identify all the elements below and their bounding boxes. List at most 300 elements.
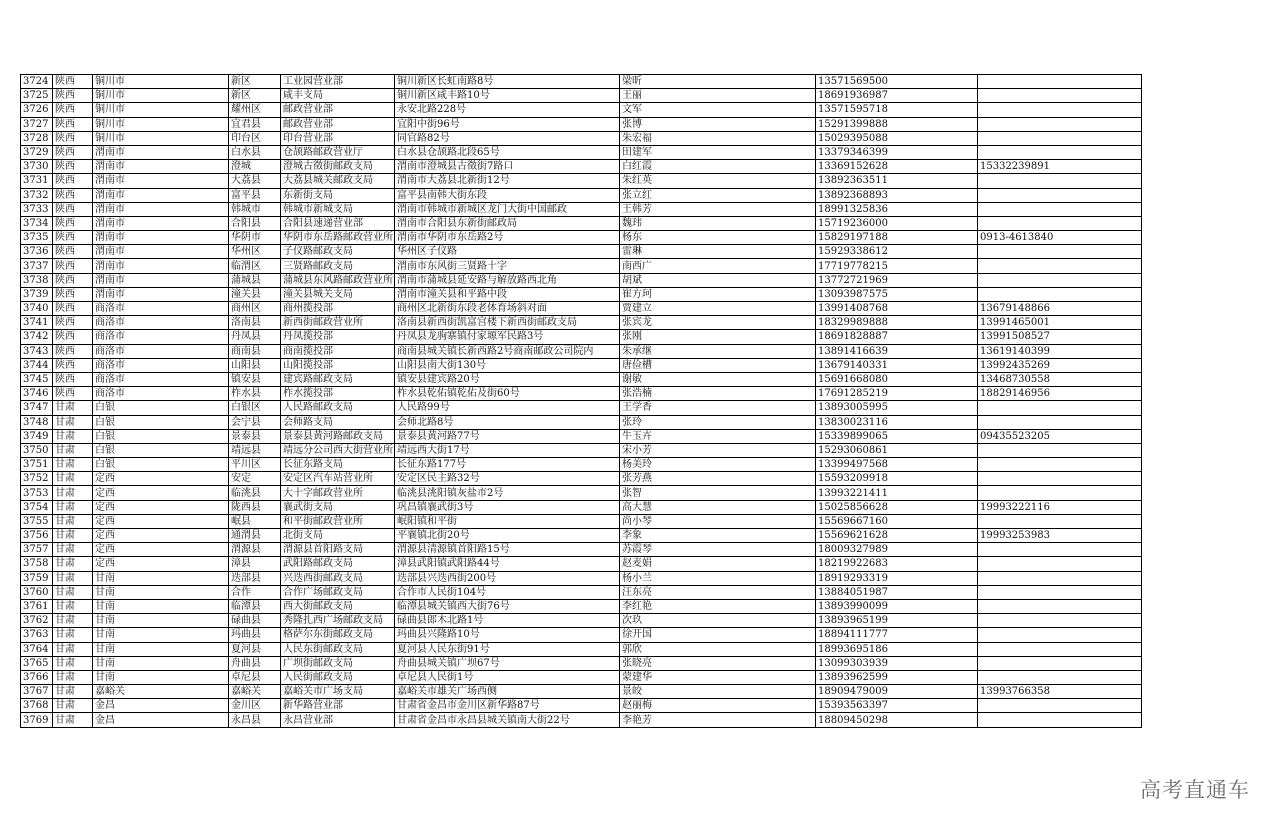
contact-name-cell: 赵麦娟 [620, 557, 816, 571]
table-row [21, 685, 1142, 699]
row-number-cell: 3768 [21, 699, 53, 713]
office-cell: 工业园营业部 [281, 75, 395, 89]
table-row [21, 89, 1142, 103]
alt-phone-cell [978, 273, 1142, 287]
province-cell: 甘肃 [53, 614, 93, 628]
city-cell: 白银 [93, 458, 229, 472]
province-cell: 陕西 [53, 273, 93, 287]
table-row [21, 145, 1142, 159]
address-cell: 渭南市大荔县北新街12号 [395, 174, 620, 188]
table-row [21, 287, 1142, 301]
row-number-cell: 3743 [21, 344, 53, 358]
table-row [21, 472, 1142, 486]
row-number-cell: 3767 [21, 685, 53, 699]
city-cell: 嘉峪关 [93, 685, 229, 699]
alt-phone-cell [978, 543, 1142, 557]
office-cell: 仓颉路邮政营业厅 [281, 145, 395, 159]
phone-cell: 18993695186 [816, 642, 978, 656]
table-row [21, 387, 1142, 401]
contact-name-cell: 贾建立 [620, 302, 816, 316]
office-cell: 咸丰支局 [281, 89, 395, 103]
district-cell: 印台区 [229, 131, 281, 145]
phone-cell: 13991408768 [816, 302, 978, 316]
district-cell: 通渭县 [229, 529, 281, 543]
office-cell: 襄武街支局 [281, 500, 395, 514]
city-cell: 渭南市 [93, 202, 229, 216]
contact-name-cell: 田建军 [620, 145, 816, 159]
office-cell: 丹凤揽投部 [281, 330, 395, 344]
city-cell: 定西 [93, 472, 229, 486]
address-cell: 漳县武阳镇武阳路44号 [395, 557, 620, 571]
district-cell: 夏河县 [229, 642, 281, 656]
row-number-cell: 3741 [21, 316, 53, 330]
province-cell: 甘肃 [53, 642, 93, 656]
district-cell: 白水县 [229, 145, 281, 159]
office-cell: 新西街邮政营业所 [281, 316, 395, 330]
district-cell: 新区 [229, 75, 281, 89]
table-row [21, 174, 1142, 188]
province-cell: 甘肃 [53, 500, 93, 514]
table-row [21, 415, 1142, 429]
district-cell: 舟曲县 [229, 656, 281, 670]
city-cell: 甘南 [93, 571, 229, 585]
contact-name-cell: 李艳芳 [620, 713, 816, 727]
alt-phone-cell [978, 599, 1142, 613]
phone-cell: 18809450298 [816, 713, 978, 727]
city-cell: 渭南市 [93, 231, 229, 245]
city-cell: 铜川市 [93, 131, 229, 145]
table-row [21, 216, 1142, 230]
office-cell: 安定区汽车站营业所 [281, 472, 395, 486]
contact-name-cell: 朱红英 [620, 174, 816, 188]
province-cell: 陕西 [53, 245, 93, 259]
phone-cell: 15569667160 [816, 514, 978, 528]
row-number-cell: 3747 [21, 401, 53, 415]
contact-name-cell: 崔方珂 [620, 287, 816, 301]
phone-cell: 15719236000 [816, 216, 978, 230]
alt-phone-cell: 15332239891 [978, 160, 1142, 174]
district-cell: 金川区 [229, 699, 281, 713]
province-cell: 甘肃 [53, 529, 93, 543]
district-cell: 永昌县 [229, 713, 281, 727]
phone-cell: 13093987575 [816, 287, 978, 301]
phone-cell: 13772721969 [816, 273, 978, 287]
contact-name-cell: 杨东 [620, 231, 816, 245]
office-cell: 人民街邮政支局 [281, 670, 395, 684]
row-number-cell: 3760 [21, 585, 53, 599]
province-cell: 陕西 [53, 344, 93, 358]
address-cell: 商州区北新街东段老体育场斜对面 [395, 302, 620, 316]
table-row [21, 543, 1142, 557]
province-cell: 陕西 [53, 231, 93, 245]
phone-cell: 13571569500 [816, 75, 978, 89]
table-row [21, 259, 1142, 273]
row-number-cell: 3766 [21, 670, 53, 684]
district-cell: 陇西县 [229, 500, 281, 514]
alt-phone-cell [978, 287, 1142, 301]
alt-phone-cell [978, 401, 1142, 415]
row-number-cell: 3750 [21, 443, 53, 457]
alt-phone-cell [978, 486, 1142, 500]
district-cell: 大荔县 [229, 174, 281, 188]
office-cell: 山阳揽投部 [281, 358, 395, 372]
address-cell: 渭南市华阴市东岳路2号 [395, 231, 620, 245]
province-cell: 陕西 [53, 216, 93, 230]
contact-name-cell: 王韩芳 [620, 202, 816, 216]
phone-cell: 13892363511 [816, 174, 978, 188]
row-number-cell: 3762 [21, 614, 53, 628]
row-number-cell: 3746 [21, 387, 53, 401]
province-cell: 甘肃 [53, 415, 93, 429]
phone-cell: 17691285219 [816, 387, 978, 401]
address-cell: 玛曲县兴隆路10号 [395, 628, 620, 642]
district-cell: 潼关县 [229, 287, 281, 301]
contact-name-cell: 梁昕 [620, 75, 816, 89]
province-cell: 陕西 [53, 145, 93, 159]
alt-phone-cell: 13619140399 [978, 344, 1142, 358]
address-cell: 富平县南韩大街东段 [395, 188, 620, 202]
city-cell: 商洛市 [93, 387, 229, 401]
contact-name-cell: 李红艳 [620, 599, 816, 613]
row-number-cell: 3751 [21, 458, 53, 472]
office-cell: 商州揽投部 [281, 302, 395, 316]
phone-cell: 15025856628 [816, 500, 978, 514]
table-row [21, 443, 1142, 457]
province-cell: 甘肃 [53, 628, 93, 642]
address-cell: 山阳县南大街130号 [395, 358, 620, 372]
row-number-cell: 3733 [21, 202, 53, 216]
district-cell: 渭源县 [229, 543, 281, 557]
watermark-text: 高考直通车 [1140, 778, 1250, 802]
row-number-cell: 3727 [21, 117, 53, 131]
phone-cell: 13369152628 [816, 160, 978, 174]
office-cell: 合阳县速递营业部 [281, 216, 395, 230]
office-cell: 潼关县城关支局 [281, 287, 395, 301]
phone-cell: 18894111777 [816, 628, 978, 642]
office-cell: 印台营业部 [281, 131, 395, 145]
address-cell: 长征东路177号 [395, 458, 620, 472]
table-row [21, 401, 1142, 415]
office-cell: 渭源县首阳路支局 [281, 543, 395, 557]
province-cell: 陕西 [53, 316, 93, 330]
district-cell: 玛曲县 [229, 628, 281, 642]
contact-name-cell: 朱宏福 [620, 131, 816, 145]
district-cell: 商州区 [229, 302, 281, 316]
office-cell: 商南揽投部 [281, 344, 395, 358]
city-cell: 商洛市 [93, 344, 229, 358]
row-number-cell: 3737 [21, 259, 53, 273]
district-cell: 合作 [229, 585, 281, 599]
row-number-cell: 3739 [21, 287, 53, 301]
phone-cell: 13830023116 [816, 415, 978, 429]
district-cell: 华阴市 [229, 231, 281, 245]
row-number-cell: 3761 [21, 599, 53, 613]
city-cell: 商洛市 [93, 302, 229, 316]
row-number-cell: 3734 [21, 216, 53, 230]
city-cell: 渭南市 [93, 145, 229, 159]
office-cell: 建宾路邮政支局 [281, 372, 395, 386]
phone-cell: 15393563397 [816, 699, 978, 713]
city-cell: 渭南市 [93, 287, 229, 301]
district-cell: 商南县 [229, 344, 281, 358]
address-cell: 铜川新区咸丰路10号 [395, 89, 620, 103]
row-number-cell: 3758 [21, 557, 53, 571]
alt-phone-cell [978, 216, 1142, 230]
alt-phone-cell [978, 472, 1142, 486]
phone-cell: 13571595718 [816, 103, 978, 117]
contact-name-cell: 王学香 [620, 401, 816, 415]
contact-name-cell: 苏霞琴 [620, 543, 816, 557]
table-row [21, 302, 1142, 316]
row-number-cell: 3740 [21, 302, 53, 316]
row-number-cell: 3759 [21, 571, 53, 585]
table-row [21, 316, 1142, 330]
alt-phone-cell: 13468730558 [978, 372, 1142, 386]
contact-name-cell: 汪东亮 [620, 585, 816, 599]
phone-cell: 18919293319 [816, 571, 978, 585]
row-number-cell: 3755 [21, 514, 53, 528]
alt-phone-cell [978, 670, 1142, 684]
city-cell: 甘南 [93, 642, 229, 656]
phone-cell: 15929338612 [816, 245, 978, 259]
address-cell: 宜阳中街96号 [395, 117, 620, 131]
city-cell: 渭南市 [93, 188, 229, 202]
phone-cell: 15339899065 [816, 429, 978, 443]
city-cell: 渭南市 [93, 259, 229, 273]
province-cell: 甘肃 [53, 599, 93, 613]
province-cell: 甘肃 [53, 443, 93, 457]
address-cell: 卓尼县人民街1号 [395, 670, 620, 684]
row-number-cell: 3763 [21, 628, 53, 642]
phone-cell: 13679140331 [816, 358, 978, 372]
row-number-cell: 3764 [21, 642, 53, 656]
office-cell: 邮政营业部 [281, 103, 395, 117]
province-cell: 陕西 [53, 117, 93, 131]
province-cell: 陕西 [53, 202, 93, 216]
contact-name-cell: 徐开国 [620, 628, 816, 642]
phone-cell: 18691828887 [816, 330, 978, 344]
phone-cell: 15569621628 [816, 529, 978, 543]
table-row [21, 585, 1142, 599]
city-cell: 铜川市 [93, 89, 229, 103]
city-cell: 金昌 [93, 699, 229, 713]
contact-name-cell: 宋小芳 [620, 443, 816, 457]
contact-name-cell: 张玲 [620, 415, 816, 429]
table-row [21, 500, 1142, 514]
address-cell: 岷阳镇和平街 [395, 514, 620, 528]
office-cell: 靖远分公司西大街营业所 [281, 443, 395, 457]
city-cell: 商洛市 [93, 358, 229, 372]
district-cell: 山阳县 [229, 358, 281, 372]
address-cell: 合作市人民街104号 [395, 585, 620, 599]
phone-cell: 13891416639 [816, 344, 978, 358]
province-cell: 甘肃 [53, 685, 93, 699]
phone-cell: 18219922683 [816, 557, 978, 571]
city-cell: 铜川市 [93, 75, 229, 89]
table-row [21, 614, 1142, 628]
row-number-cell: 3736 [21, 245, 53, 259]
alt-phone-cell [978, 614, 1142, 628]
contact-name-cell: 雷琳 [620, 245, 816, 259]
city-cell: 定西 [93, 486, 229, 500]
address-cell: 渭南市东风街三贤路十字 [395, 259, 620, 273]
province-cell: 陕西 [53, 188, 93, 202]
row-number-cell: 3756 [21, 529, 53, 543]
address-cell: 会师北路8号 [395, 415, 620, 429]
district-cell: 蒲城县 [229, 273, 281, 287]
row-number-cell: 3754 [21, 500, 53, 514]
district-cell: 迭部县 [229, 571, 281, 585]
table-row [21, 628, 1142, 642]
phone-cell: 15293060861 [816, 443, 978, 457]
table-row [21, 358, 1142, 372]
province-cell: 陕西 [53, 75, 93, 89]
province-cell: 陕西 [53, 372, 93, 386]
city-cell: 渭南市 [93, 273, 229, 287]
alt-phone-cell [978, 174, 1142, 188]
contact-name-cell: 白红霞 [620, 160, 816, 174]
table-row [21, 571, 1142, 585]
address-cell: 渭南市潼关县和平路中段 [395, 287, 620, 301]
row-number-cell: 3742 [21, 330, 53, 344]
city-cell: 商洛市 [93, 330, 229, 344]
phone-cell: 18991325836 [816, 202, 978, 216]
province-cell: 陕西 [53, 160, 93, 174]
phone-cell: 15291399888 [816, 117, 978, 131]
address-cell: 靖远西大街17号 [395, 443, 620, 457]
table-row [21, 273, 1142, 287]
district-cell: 平川区 [229, 458, 281, 472]
phone-cell: 13893990099 [816, 599, 978, 613]
province-cell: 陕西 [53, 387, 93, 401]
table-row [21, 202, 1142, 216]
contact-name-cell: 次玖 [620, 614, 816, 628]
district-cell: 富平县 [229, 188, 281, 202]
province-cell: 陕西 [53, 302, 93, 316]
alt-phone-cell: 09435523205 [978, 429, 1142, 443]
address-cell: 永安北路228号 [395, 103, 620, 117]
row-number-cell: 3744 [21, 358, 53, 372]
city-cell: 商洛市 [93, 316, 229, 330]
contact-name-cell: 高大慧 [620, 500, 816, 514]
address-cell: 华州区子仪路 [395, 245, 620, 259]
province-cell: 甘肃 [53, 571, 93, 585]
district-cell: 卓尼县 [229, 670, 281, 684]
district-cell: 合阳县 [229, 216, 281, 230]
address-cell: 柞水县乾佑镇乾佑及街60号 [395, 387, 620, 401]
city-cell: 渭南市 [93, 174, 229, 188]
city-cell: 甘南 [93, 585, 229, 599]
address-cell: 夏河县人民东街91号 [395, 642, 620, 656]
row-number-cell: 3738 [21, 273, 53, 287]
alt-phone-cell [978, 713, 1142, 727]
table-row [21, 713, 1142, 727]
office-cell: 长征东路支局 [281, 458, 395, 472]
table-row [21, 344, 1142, 358]
phone-cell: 13993221411 [816, 486, 978, 500]
address-cell: 嘉峪关市雄关广场西侧 [395, 685, 620, 699]
address-cell: 同官路82号 [395, 131, 620, 145]
province-cell: 陕西 [53, 358, 93, 372]
contact-name-cell: 南西广 [620, 259, 816, 273]
table-row [21, 670, 1142, 684]
alt-phone-cell [978, 415, 1142, 429]
province-cell: 陕西 [53, 287, 93, 301]
row-number-cell: 3753 [21, 486, 53, 500]
city-cell: 定西 [93, 500, 229, 514]
city-cell: 白银 [93, 415, 229, 429]
city-cell: 定西 [93, 514, 229, 528]
office-cell: 合作广场邮政支局 [281, 585, 395, 599]
address-cell: 景泰县黄河路77号 [395, 429, 620, 443]
address-cell: 巩昌镇襄武街3号 [395, 500, 620, 514]
contact-name-cell: 张晓亮 [620, 656, 816, 670]
alt-phone-cell [978, 188, 1142, 202]
contact-name-cell: 朱承继 [620, 344, 816, 358]
address-cell: 铜川新区长虹南路8号 [395, 75, 620, 89]
row-number-cell: 3745 [21, 372, 53, 386]
contact-table [20, 74, 1142, 728]
address-cell: 渭源县清源镇首阳路15号 [395, 543, 620, 557]
table-row [21, 699, 1142, 713]
address-cell: 渭南市韩城市新城区龙门大街中国邮政 [395, 202, 620, 216]
row-number-cell: 3748 [21, 415, 53, 429]
city-cell: 铜川市 [93, 117, 229, 131]
city-cell: 甘南 [93, 628, 229, 642]
alt-phone-cell [978, 75, 1142, 89]
phone-cell: 13399497568 [816, 458, 978, 472]
row-number-cell: 3724 [21, 75, 53, 89]
address-cell: 洛南县新西街凯富宫楼下新西街邮政支局 [395, 316, 620, 330]
city-cell: 甘南 [93, 670, 229, 684]
province-cell: 甘肃 [53, 458, 93, 472]
contact-name-cell: 杨小兰 [620, 571, 816, 585]
office-cell: 韩城市新城支局 [281, 202, 395, 216]
office-cell: 人民路邮政支局 [281, 401, 395, 415]
district-cell: 景泰县 [229, 429, 281, 443]
alt-phone-cell: 13991508527 [978, 330, 1142, 344]
alt-phone-cell: 18829146956 [978, 387, 1142, 401]
phone-cell: 13893962599 [816, 670, 978, 684]
phone-cell: 13893005995 [816, 401, 978, 415]
office-cell: 北街支局 [281, 529, 395, 543]
city-cell: 白银 [93, 401, 229, 415]
address-cell: 商南县城关镇长新西路2号商南邮政公司院内 [395, 344, 620, 358]
table-body [21, 75, 1142, 728]
row-number-cell: 3749 [21, 429, 53, 443]
contact-name-cell: 牛玉卉 [620, 429, 816, 443]
table-row [21, 231, 1142, 245]
district-cell: 澄城 [229, 160, 281, 174]
city-cell: 定西 [93, 529, 229, 543]
office-cell: 邮政营业部 [281, 117, 395, 131]
office-cell: 西大街邮政支局 [281, 599, 395, 613]
contact-name-cell: 胡斌 [620, 273, 816, 287]
city-cell: 甘南 [93, 599, 229, 613]
table-row [21, 330, 1142, 344]
province-cell: 甘肃 [53, 429, 93, 443]
address-cell: 甘肃省金昌市金川区新华路87号 [395, 699, 620, 713]
office-cell: 蒲城县东风路邮政营业所 [281, 273, 395, 287]
district-cell: 镇安县 [229, 372, 281, 386]
contact-name-cell: 景皎 [620, 685, 816, 699]
phone-cell: 17719778215 [816, 259, 978, 273]
alt-phone-cell [978, 642, 1142, 656]
office-cell: 子仪路邮政支局 [281, 245, 395, 259]
office-cell: 三贤路邮政支局 [281, 259, 395, 273]
phone-cell: 13893965199 [816, 614, 978, 628]
contact-name-cell: 尚小琴 [620, 514, 816, 528]
